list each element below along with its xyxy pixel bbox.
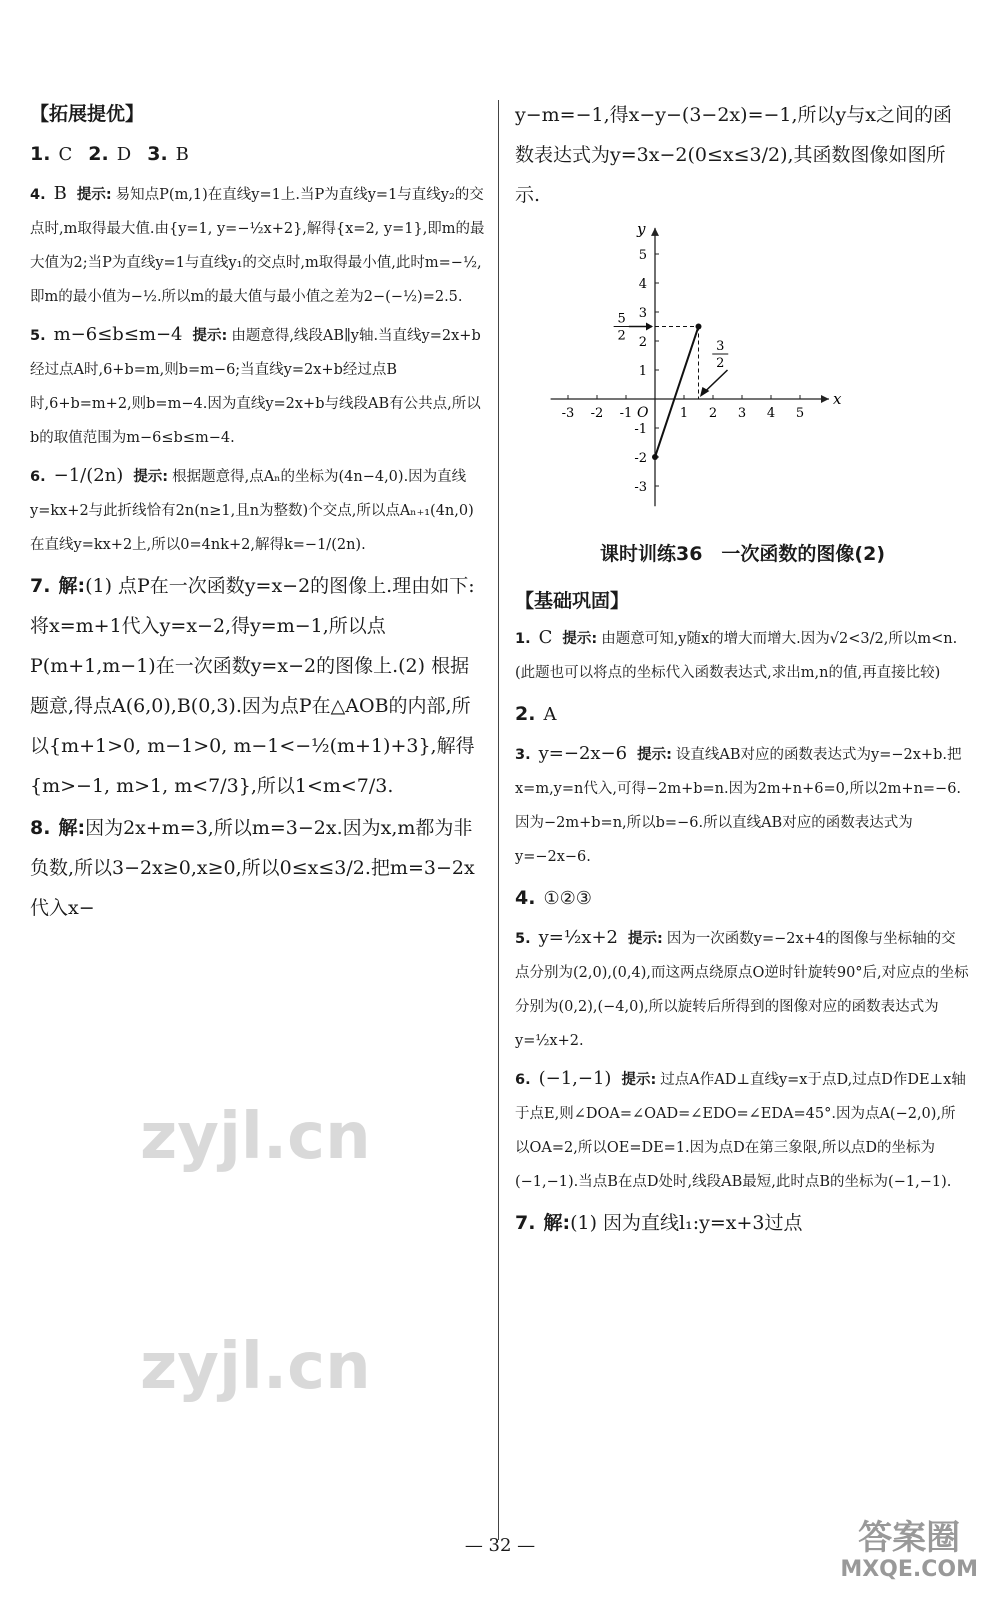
annot-y-arrow-head (646, 323, 653, 331)
r-q6-hint-text: 过点A作AD⊥直线y=x于点D,过点D作DE⊥x轴于点E,则∠DOA=∠OAD=∠EDO=∠EDA=45°.因为点A(−2,0),所以OA=2,所以OE=DE=1.因为点D在第三象限,所以点D的坐标为(−1,−1).当点B在点D处时,线段AB最短,此时点B的坐标为(−1,−1). (515, 1072, 966, 1190)
r-question-1 (515, 621, 970, 690)
annot-x-denominator: 2 (716, 356, 725, 372)
q3-number: 3. (147, 143, 168, 165)
y-tick-label: 5 (638, 248, 647, 263)
r-q7-solution-label: 解: (543, 1212, 571, 1234)
q2-number: 2. (88, 143, 109, 165)
logo-title: 答案圈 (858, 1518, 961, 1558)
r-q1-hint-label: 提示: (562, 631, 598, 647)
q4-number: 4. (30, 187, 46, 203)
q1-number: 1. (30, 143, 51, 165)
y-tick-label: -2 (634, 451, 647, 466)
question-4 (30, 177, 485, 314)
r-question-5 (515, 921, 970, 1058)
q6-hint-label: 提示: (133, 469, 169, 485)
r-q3-answer: y=−2x−6 (538, 743, 628, 764)
q7-solution-text: (1) 点P在一次函数y=x−2的图像上.理由如下:将x=m+1代入y=x−2,得y=m−1,所以点P(m+1,m−1)在一次函数y=x−2的图像上.(2) 根据题意,得点A(6,0),B(0,3).因为点P在△AOB的内部,所以{m+1>0, m−1>0, m−1<−½(m+1)+3},解得{m>−1, m>1, m<7/3},所以1<m<7/3. (30, 575, 475, 797)
q6-answer: −1/(2n) (53, 465, 124, 486)
left-column (30, 95, 485, 930)
section-title-extension: 【拓展提优】 (30, 103, 145, 125)
r-q5-answer: y=½x+2 (538, 927, 618, 948)
x-tick-label: -3 (561, 406, 575, 421)
q8-solution-text: 因为2x+m=3,所以m=3−2x.因为x,m都为非负数,所以3−2x≥0,x≥0,所以0≤x≤3/2.把m=3−2x代入x− (30, 817, 475, 919)
r-q3-hint-text: 设直线AB对应的函数表达式为y=−2x+b.把x=m,y=n代入,可得−2m+b=n.因为2m+n+6=0,所以2m+n=−6.因为−2m+b=n,所以b=−6.所以直线AB对应的函数表达式为y=−2x−6. (515, 747, 962, 865)
r-q5-hint-label: 提示: (628, 931, 663, 947)
r-q4-answer: ①②③ (543, 888, 592, 909)
y-tick-label: 3 (638, 306, 647, 321)
watermark-1: zyjl.cn (140, 1100, 371, 1174)
page-number: — 32 — (464, 1535, 536, 1556)
annot-y-numerator: 5 (617, 311, 626, 327)
r-q7-number: 7. (515, 1212, 536, 1234)
column-divider (498, 100, 499, 1540)
function-segment (655, 327, 699, 458)
y-tick-label: 4 (638, 277, 647, 292)
q8-number: 8. (30, 817, 51, 839)
r-q1-answer: C (538, 627, 553, 648)
graph-axes (551, 228, 829, 506)
x-tick-label: 3 (737, 406, 747, 421)
x-tick-label: -1 (619, 406, 633, 421)
origin-label: O (637, 405, 649, 421)
answers-1-3 (30, 134, 485, 175)
q5-hint-text: 由题意得,线段AB∥y轴.当直线y=2x+b经过点A时,6+b=m,则b=m−6;当直线y=2x+b经过点B时,6+b=m+2,则b=m−4.因为直线y=2x+b与线段AB有公共点,所以b的取值范围为m−6≤b≤m−4. (30, 328, 481, 446)
q6-hint-text: 根据题意得,点Aₙ的坐标为(4n−4,0).因为直线y=kx+2与此折线恰有2n(n≥1,且n为整数)个交点,所以点Aₙ₊₁(4n,0)在直线y=kx+2上,所以0=4nk+2,解得k=−1/(2n). (30, 469, 474, 553)
y-tick-label: -3 (634, 480, 647, 495)
q3-answer: B (175, 144, 189, 165)
q8-solution-label: 解: (58, 817, 86, 839)
q5-number: 5. (30, 328, 46, 344)
annot-x-numerator: 3 (716, 339, 725, 355)
x-tick-label: 2 (708, 406, 718, 421)
r-q1-hint-text: 由题意可知,y随x的增大而增大.因为√2<3/2,所以m<n.(此题也可以将点的坐标代入函数表达式,求出m,n的值,再直接比较) (515, 631, 958, 681)
y-tick-label: 2 (638, 335, 647, 350)
r-q6-number: 6. (515, 1072, 531, 1088)
function-graph (545, 221, 845, 521)
question-7 (30, 566, 485, 806)
r-q3-number: 3. (515, 747, 531, 763)
lesson-title: 课时训练36 一次函数的图像(2) (599, 543, 886, 565)
r-q2-answer: A (543, 704, 557, 725)
r-q3-hint-label: 提示: (637, 747, 672, 763)
r-question-7 (515, 1203, 970, 1243)
r-q6-hint-label: 提示: (621, 1072, 657, 1088)
r-q7-solution-text: (1) 因为直线l₁:y=x+3过点 (570, 1212, 803, 1234)
y-axis-arrow (651, 228, 659, 236)
graph-plot (614, 323, 729, 461)
r-q5-hint-text: 因为一次函数y=−2x+4的图像与坐标轴的交点分别为(2,0),(0,4),而这两点绕原点O逆时针旋转90°后,对应点的坐标分别为(0,2),(−4,0),所以旋转后所得到的图像对应的函数表达式为y=½x+2. (515, 931, 969, 1049)
r-q4-number: 4. (515, 887, 536, 909)
x-tick-label: 1 (679, 406, 689, 421)
site-logo (840, 1518, 978, 1582)
r-question-2 (515, 694, 970, 735)
x-tick-label: 4 (766, 406, 776, 421)
y-tick-label: -1 (634, 422, 647, 437)
r-question-6 (515, 1062, 970, 1199)
question-5 (30, 318, 485, 455)
watermark-2: zyjl.cn (140, 1330, 371, 1404)
q7-solution-label: 解: (58, 575, 86, 597)
q8-continuation: y−m=−1,得x−y−(3−2x)=−1,所以y与x之间的函数表达式为y=3x−2(0≤x≤3/2),其函数图像如图所示. (515, 104, 952, 206)
x-axis-arrow (821, 395, 829, 403)
y-tick-label: 1 (638, 364, 647, 379)
q6-number: 6. (30, 469, 46, 485)
r-question-4 (515, 878, 970, 919)
annot-y-denominator: 2 (617, 328, 626, 344)
r-q5-number: 5. (515, 931, 531, 947)
r-question-3 (515, 737, 970, 874)
question-8 (30, 808, 485, 928)
q5-hint-label: 提示: (192, 328, 228, 344)
section-title-basic: 【基础巩固】 (515, 590, 630, 612)
y-axis-label: y (637, 221, 646, 238)
q7-number: 7. (30, 575, 51, 597)
q1-answer: C (58, 144, 73, 165)
q2-answer: D (116, 144, 132, 165)
r-q6-answer: (−1,−1) (538, 1068, 612, 1089)
r-q1-number: 1. (515, 631, 531, 647)
x-axis-label: x (833, 390, 842, 408)
x-tick-label: 5 (795, 406, 805, 421)
logo-domain: MXQE.COM (840, 1557, 978, 1582)
right-column (515, 95, 970, 1245)
q4-answer: B (53, 183, 67, 204)
r-q2-number: 2. (515, 703, 536, 725)
q4-hint-label: 提示: (76, 187, 112, 203)
question-6 (30, 459, 485, 562)
segment-start-point (652, 454, 658, 460)
x-tick-label: -2 (590, 406, 604, 421)
q4-hint-text: 易知点P(m,1)在直线y=1上.当P为直线y=1与直线y₂的交点时,m取得最大值.由{y=1, y=−½x+2},解得{x=2, y=1},即m的最大值为2;当P为直线y=1与直线y₁的交点时,m取得最小值,此时m=−½,即m的最小值为−½.所以m的最大值与最小值之差为2−(−½)=2.5. (30, 187, 485, 305)
q5-answer: m−6≤b≤m−4 (53, 324, 183, 345)
